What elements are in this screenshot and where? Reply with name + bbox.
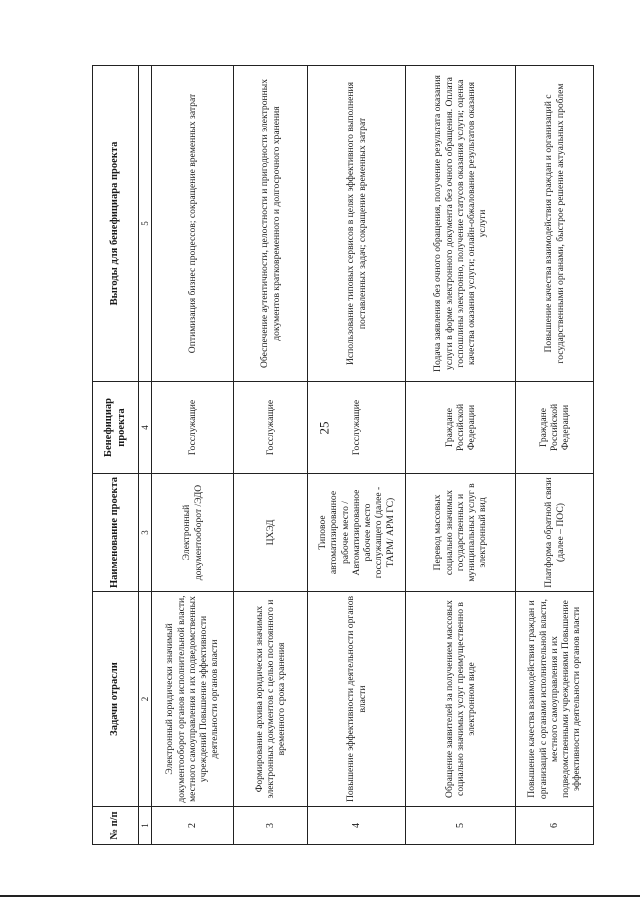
benefit-cell: Повышение качества взаимодействия граждан и организаций с государственными органами, быстрое решение актуальных проблем (516, 66, 594, 382)
task-cell: Повышение эффективности деятельности органов власти (308, 592, 406, 807)
task-cell: Формирование архива юридически значимых электронных документов с целью постоянного и временного срока хранения (234, 592, 308, 807)
benefit-cell: Обеспечение аутентичности, целостности и пригодности электронных документов кратковременного и долгосрочного хранения (234, 66, 308, 382)
header-row (93, 66, 139, 845)
rotated-table-container (92, 65, 582, 845)
beneficiary-cell: Граждане Российской Федерации (516, 382, 594, 474)
beneficiary-cell: Граждане Российской Федерации (406, 382, 516, 474)
row-number: 2 (152, 807, 234, 845)
beneficiary-cell: Госслужащие (152, 382, 234, 474)
header-benefit: Выгоды для бенефициара проекта (93, 66, 139, 382)
project-name-cell: Типовое автоматизированное рабочее место / Автоматизированное рабочее место госслужащего (далее - ТАРМ/ АРМ ГС) (308, 474, 406, 592)
row-number: 6 (516, 807, 594, 845)
header-name: Наименование проекта (93, 474, 139, 592)
beneficiary-cell: Госслужащие (234, 382, 308, 474)
projects-table (92, 65, 594, 845)
index-cell: 3 (139, 474, 152, 592)
table-row (234, 66, 308, 845)
table-row (406, 66, 516, 845)
row-number: 4 (308, 807, 406, 845)
header-beneficiary: Бенефициар проекта (93, 382, 139, 474)
header-num: № п/п (93, 807, 139, 845)
beneficiary-cell: Госслужащие (308, 382, 406, 474)
index-cell: 2 (139, 592, 152, 807)
table-row (308, 66, 406, 845)
row-number: 3 (234, 807, 308, 845)
benefit-cell: Подача заявления без очного обращения, получение результата оказания услуги в форме электронного документа без очного обращения. Оплата госпошлины электронно, получение статусов оказания услуги; оценка качества оказания услуги; онлайн-обжалование результатов оказания услуги (406, 66, 516, 382)
task-cell: Электронный юридически значимый документооборот органов исполнительной власти, местного самоуправления и их подведомственных учреждений Повышение эффективности деятельности органов власти (152, 592, 234, 807)
page-number: 25 (316, 421, 332, 435)
benefit-cell: Оптимизация бизнес процессов; сокращение временных затрат (152, 66, 234, 382)
row-number: 5 (406, 807, 516, 845)
project-name-cell: Перевод массовых социально значимых государственных и муниципальных услуг в электронный вид (406, 474, 516, 592)
task-cell: Обращение заявителей за получением массовых социально значимых услуг преимущественно в электронном виде (406, 592, 516, 807)
table-row (516, 66, 594, 845)
header-task: Задачи отрасли (93, 592, 139, 807)
table-row (152, 66, 234, 845)
benefit-cell: Использование типовых сервисов в целях эффективного выполнения поставленных задач; сокращение временных затрат (308, 66, 406, 382)
index-cell: 5 (139, 66, 152, 382)
project-name-cell: Электронный документооборот /ЭДО (152, 474, 234, 592)
project-name-cell: Платформа обратной связи (далее – ПОС) (516, 474, 594, 592)
task-cell: Повышение качества взаимодействия граждан и организаций с органами исполнительной власти, местного самоуправления и их подведомственными учреждениями Повышение эффективности деятельности органов власти (516, 592, 594, 807)
page-bottom-rule (0, 895, 640, 897)
column-index-row (139, 66, 152, 845)
project-name-cell: ЦХЭД (234, 474, 308, 592)
index-cell: 4 (139, 382, 152, 474)
index-cell: 1 (139, 807, 152, 845)
